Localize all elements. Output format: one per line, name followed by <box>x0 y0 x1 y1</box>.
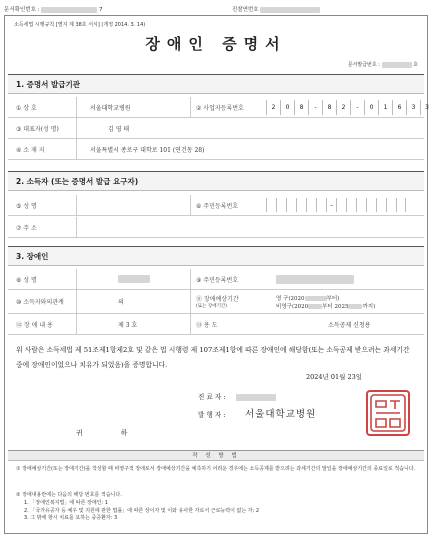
period-temp-end: 까지) <box>362 303 376 310</box>
instructions-heading: 작 성 방 법 <box>8 450 424 461</box>
addr-value: 서울특별시 종로구 대학로 101 (연건동 28) <box>90 146 205 154</box>
bizno-digit: 1 <box>378 100 392 115</box>
disabled-name-label: ⑧ 성 명 <box>16 276 37 284</box>
issuer-name-value: 서울대학교병원 <box>90 104 131 112</box>
doctor-line <box>198 391 276 401</box>
id-digit-box <box>356 198 366 212</box>
redacted-block <box>118 275 150 283</box>
redacted-block <box>41 7 97 13</box>
redacted-block <box>308 304 322 309</box>
redacted-block <box>236 394 276 401</box>
earner-id-label: ⑥ 주민등록번호 <box>196 202 239 210</box>
id-digit-box <box>276 198 286 212</box>
addr-label: ④ 소 재 지 <box>16 146 45 154</box>
doctor-label: 진 료 자 : <box>198 393 226 401</box>
section1-heading: 1. 증명서 발급기관 <box>8 74 424 94</box>
exam-serial <box>232 5 320 13</box>
bizno-digit: 0 <box>280 100 294 115</box>
redacted-block <box>276 275 354 284</box>
redacted-block <box>382 62 412 68</box>
id-dash-box: – <box>326 198 336 212</box>
period-label: ⑪ 장애예상기간 <box>196 296 239 303</box>
rep-label: ③ 대표자(성 명) <box>16 125 59 133</box>
content-label: ⑫ 장 애 내 용 <box>16 321 53 329</box>
id-digit-box <box>336 198 346 212</box>
use-value: 소득공제 신청용 <box>328 321 371 329</box>
section2-heading: 2. 소득자 (또는 증명서 발급 요구자) <box>8 171 424 191</box>
instruction-2c: 3. 그 밖에 항시 치료를 요하는 중증환자: 3 <box>24 515 118 521</box>
relation-value: 의 <box>118 299 124 306</box>
doc-confirm-number <box>4 5 102 13</box>
earner-name-label: ⑤ 성 명 <box>16 202 37 210</box>
id-digit-box <box>306 198 316 212</box>
instruction-2b: 2. 「국가유공자 등 예우 및 지원에 관한 법률」에 따른 상이자 및 이와 유사한 자로서 근로능력이 없는 자: 2 <box>24 507 260 514</box>
row-issuer-name <box>8 97 429 118</box>
row-relation <box>8 290 424 314</box>
id-digit-box <box>286 198 296 212</box>
row-disabled-name <box>8 269 424 290</box>
id-digit-box <box>396 198 406 212</box>
id-digit-box <box>376 198 386 212</box>
redacted-block <box>305 296 327 301</box>
issuer-label: 발 행 자 : <box>198 411 226 419</box>
earner-addr-label: ⑦ 주 소 <box>16 224 37 232</box>
bizno-digit: 8 <box>294 100 308 115</box>
id-digit-box <box>346 198 356 212</box>
hospital-seal-stamp <box>366 390 410 436</box>
bizno-digit: 6 <box>392 100 406 115</box>
period-perm-post: 부터) <box>326 295 340 302</box>
period-sublabel: (또는 장애기간) <box>196 304 228 309</box>
use-label: ⑬ 용 도 <box>196 321 218 329</box>
content-value: 제 3 호 <box>118 321 138 329</box>
section3-heading: 3. 장애인 <box>8 246 424 266</box>
disabled-id-label: ⑨ 주민등록번호 <box>196 276 239 284</box>
doc-issue-number <box>348 61 418 68</box>
period-perm-pre: 영 구(2020 <box>276 295 305 302</box>
redacted-block <box>348 304 362 309</box>
bizno-label: ② 사업자등록번호 <box>196 104 244 112</box>
bizno-digit: 2 <box>336 100 350 115</box>
bizno-digit: 0 <box>364 100 378 115</box>
instruction-2-head: ② 장애내용란에는 다음의 해당 번호를 적습니다. <box>16 492 122 498</box>
row-address <box>8 139 424 160</box>
exam-serial-label: 진찰연번호 <box>232 7 259 13</box>
bizno-digit: 2 <box>266 100 280 115</box>
bizno-digit: 3 <box>420 100 432 115</box>
bizno-digits <box>266 100 432 115</box>
top-meta <box>4 5 428 15</box>
id-digit-box <box>386 198 396 212</box>
issuer-name-label: ① 상 호 <box>16 104 37 112</box>
bizno-digit: 3 <box>406 100 420 115</box>
row-disability-content <box>8 314 424 335</box>
redacted-block <box>260 7 320 13</box>
doc-issue-suffix: 호 <box>413 62 418 68</box>
instruction-2a: 1. 「장애인복지법」에 따른 장애인: 1 <box>24 500 108 506</box>
period-temp-pre: 비영구(2020 <box>276 303 309 310</box>
bizno-digit: - <box>350 100 364 115</box>
doc-issue-label: 문서발급번호 : <box>347 62 380 68</box>
issue-date: 2024년 01월 23일 <box>305 373 362 381</box>
doc-confirm-suffix: 7 <box>98 7 103 13</box>
instruction-1: ① 장애예상기간(또는 장애기간)을 작성할 때 비영구적 장애로서 장애예상기간을 예측하기 어려운 경우에는 소득공제를 받으려는 과세기간의 말일을 장애예상기간의 종료일로 적습니다. <box>16 466 416 472</box>
period-label-block <box>196 290 239 313</box>
seal-icon <box>368 392 408 434</box>
period-values <box>276 290 375 313</box>
form-info: 소득세법 시행규칙 [별지 제 38호 서식] (개정 2014. 3. 14) <box>14 22 146 28</box>
id-digit-box <box>296 198 306 212</box>
page-title: 장애인 증명서 <box>145 35 287 53</box>
relation-label: ⑩ 소득자와의관계 <box>16 299 64 306</box>
certification-statement: 위 사람은 소득세법 제 51조제1항제2호 및 같은 법 시행령 제 107조제1항에 따른 장애인에 해당함(또는 소득공제 받으려는 과세기간 중에 장애인이었으나 치유가 되었음)을 증명합니다. <box>16 346 410 369</box>
bizno-digit: 8 <box>322 100 336 115</box>
row-earner-name <box>8 195 424 216</box>
rep-value: 김 영 태 <box>108 125 130 133</box>
recipient: 귀 하 <box>76 429 146 437</box>
id-digit-box <box>316 198 326 212</box>
issuer-value: 서울대학교병원 <box>245 409 317 420</box>
doc-confirm-label: 문서확인번호 : <box>4 7 40 13</box>
earner-id-boxes <box>266 198 406 212</box>
row-earner-address <box>8 217 424 238</box>
id-digit-box <box>266 198 276 212</box>
period-temp-post: 부터 2025 <box>322 303 349 310</box>
id-digit-box <box>366 198 376 212</box>
row-representative <box>8 118 424 139</box>
bizno-digit: - <box>308 100 322 115</box>
